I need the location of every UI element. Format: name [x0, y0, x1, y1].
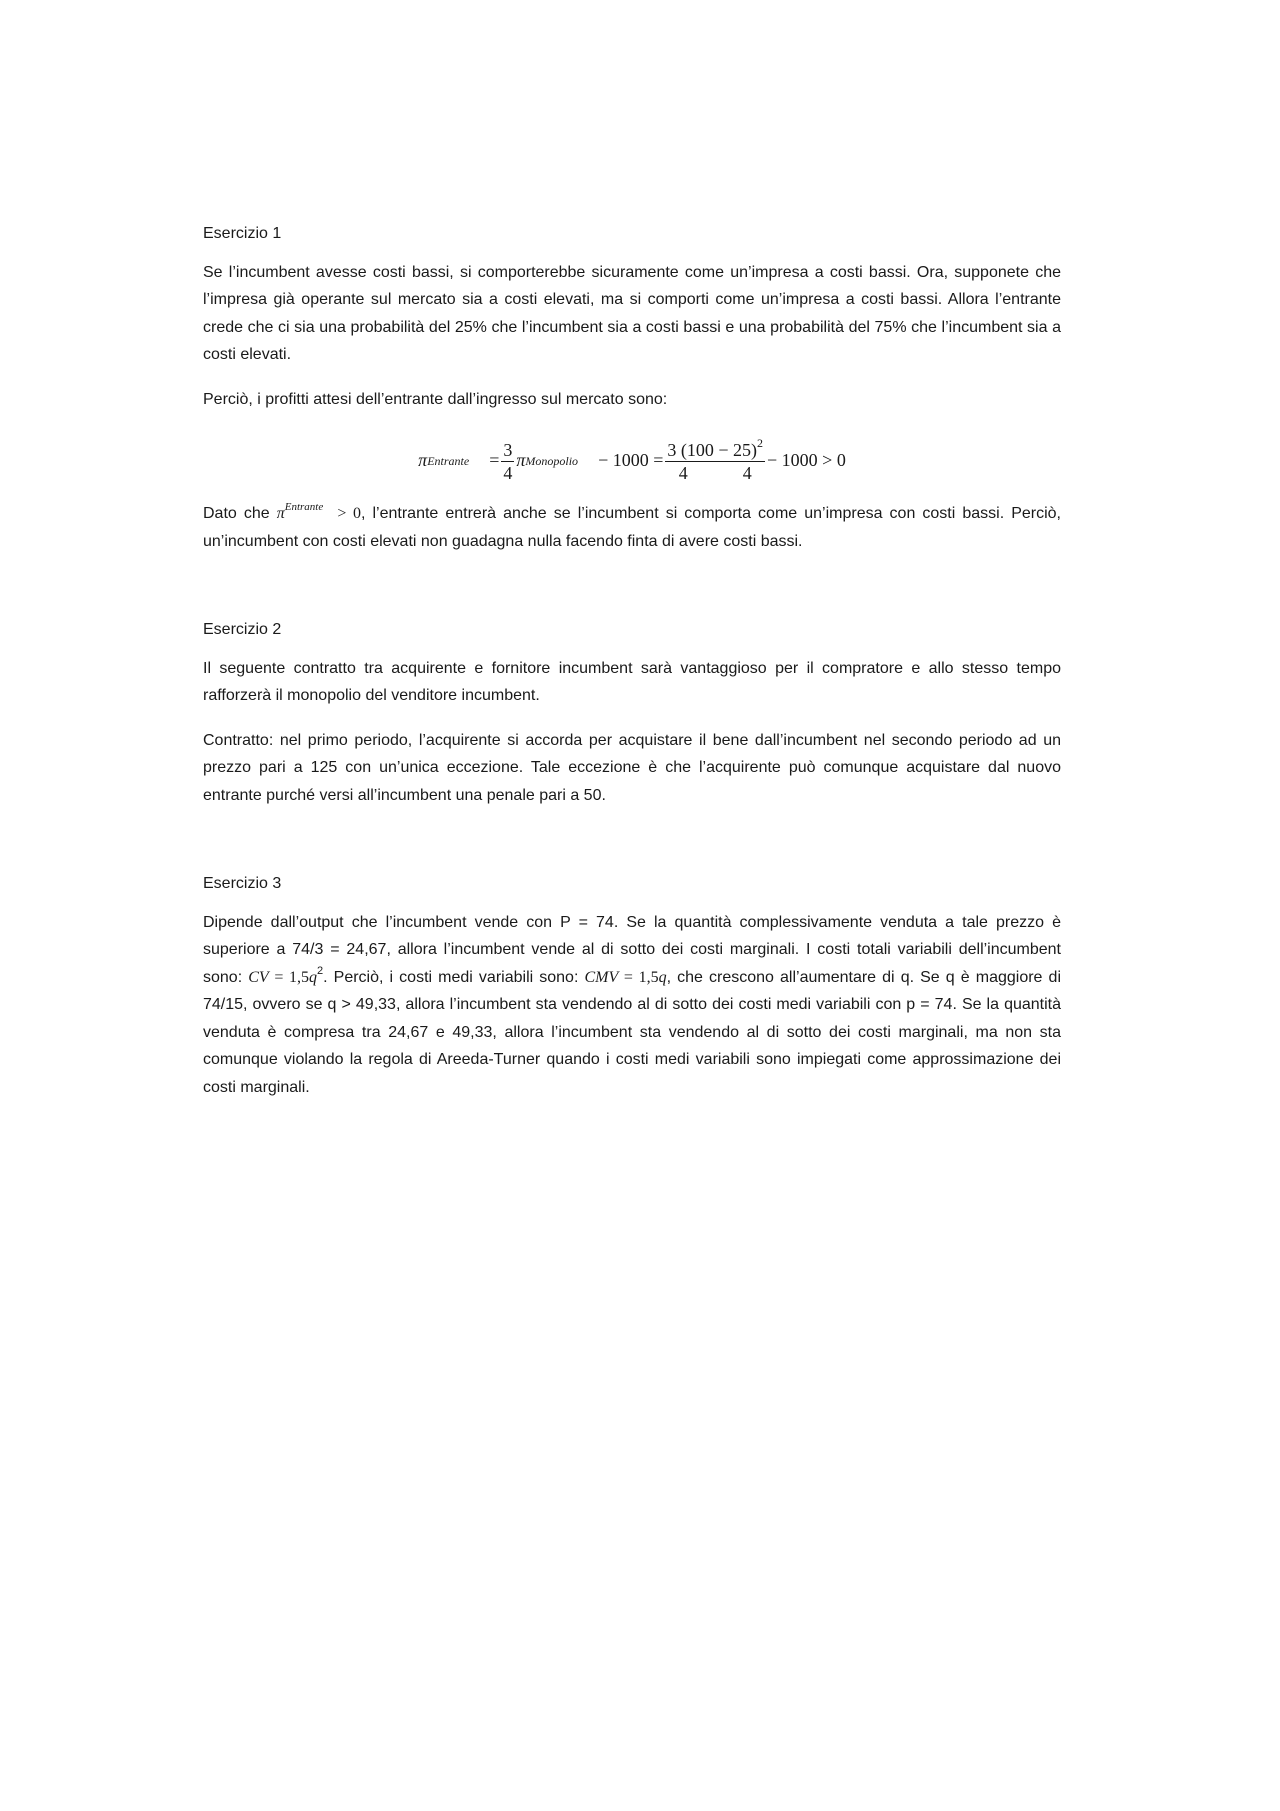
formula-fraction-squared	[665, 435, 765, 483]
ex3-cv-q: q	[309, 968, 317, 986]
fraction-denominator: 4	[503, 462, 513, 483]
fraction-denominator-left: 4	[678, 462, 688, 483]
exercise-3-heading: Esercizio 3	[203, 875, 282, 892]
exercise-2-paragraph-1: Il seguente contratto tra acquirente e fornitore incumbent sarà vantaggioso per il compratore e allo stesso tempo rafforzerà il monopolio del venditore incumbent.	[203, 659, 1061, 704]
ex3-cv: CV	[248, 968, 269, 986]
exercise-2-heading: Esercizio 2	[203, 621, 282, 638]
formula-tail: − 1000 > 0	[767, 450, 846, 471]
formula-fraction-3-4	[501, 440, 514, 483]
fraction-numerator: 3 (100 − 25)	[667, 439, 758, 460]
p3-sup-entrante: Entrante	[284, 501, 324, 513]
ex3-text-3: , che crescono all’aumentare di q. Se q è maggiore di 74/15, ovvero se q > 49,33, allora l’incumbent sta vendendo al di sotto dei costi medi variabili con p = 74. Se la quantità venduta è compresa tra 24,67 e 49,33, allora l’incumbent sta vendendo al di sotto dei costi marginali, ma non sta comunque violando la regola di Areeda-Turner quando i costi medi variabili sono impiegati come approssimazione dei costi marginali.	[203, 968, 1061, 1096]
document-page	[203, 220, 1061, 1118]
exercise-1-paragraph-3	[203, 500, 1061, 555]
exercise-2-paragraph-2: Contratto: nel primo periodo, l’acquirente si accorda per acquistare il bene dall’incumbent nel secondo periodo ad un prezzo pari a 125 con un’unica eccezione. Tale eccezione è che l’acquirente può comunque acquistare dal nuovo entrante purché versi all’incumbent una penale pari a 50.	[203, 731, 1061, 804]
exponent: 2	[757, 435, 764, 450]
ex3-cv-eq: = 1,5	[268, 968, 309, 986]
p3-post: , l’entrante entrerà anche se l’incumbent si comporta come un’impresa con costi bassi. Perciò, un’incumbent con costi elevati non guadagna nulla facendo finta di avere costi bassi.	[203, 505, 1061, 550]
p3-greater-zero: > 0	[337, 505, 361, 522]
ex3-cmv-q: q	[658, 968, 667, 986]
formula-equals: =	[489, 450, 500, 471]
formula-minus-1000: − 1000 =	[598, 450, 664, 471]
expected-profit-formula: π Entrante = $\frac{3}{4}$ π Monopolio − 1000 = $\frac{3 (100 - 25)^2}{4 4}$ − 1000 > 0	[418, 435, 846, 483]
ex3-cmv-eq: = 1,5	[618, 968, 659, 986]
p3-pre: Dato che	[203, 505, 270, 522]
exercise-1-paragraph-2: Perciò, i profitti attesi dell’entrante dall’ingresso sul mercato sono:	[203, 390, 668, 408]
exercise-1-paragraph-1: Se l’incumbent avesse costi bassi, si comporterebbe sicuramente come un’impresa a costi bassi. Ora, supponete che l’impresa già operante sul mercato sia a costi elevati, ma si comporti come un’impresa a costi bassi. Allora l’entrante crede che ci sia una probabilità del 25% che l’incumbent sia a costi bassi e una probabilità del 75% che l’incumbent sia a costi elevati.	[203, 263, 1061, 363]
ex3-cmv: CMV	[584, 968, 619, 986]
fraction-denominator-right: 4	[742, 462, 752, 483]
p3-pi: π	[276, 505, 285, 522]
formula-pi: π	[418, 450, 428, 471]
ex3-cv-exp: 2	[317, 964, 324, 977]
exercise-3-paragraph	[203, 909, 1061, 1102]
ex3-text-2: . Perciò, i costi medi variabili sono:	[323, 968, 585, 986]
ex3-text-1: Dipende dall’output che l’incumbent vende con P = 74. Se la quantità complessivamente venduta a tale prezzo è superiore a 74/3 = 24,67, allora l’incumbent vende al di sotto dei costi marginali. I costi totali variabili dell’incumbent sono:	[203, 913, 1061, 986]
fraction-numerator: 3	[503, 439, 513, 460]
formula-pi-monopolio: π	[516, 450, 526, 471]
exercise-1-heading: Esercizio 1	[203, 225, 282, 242]
